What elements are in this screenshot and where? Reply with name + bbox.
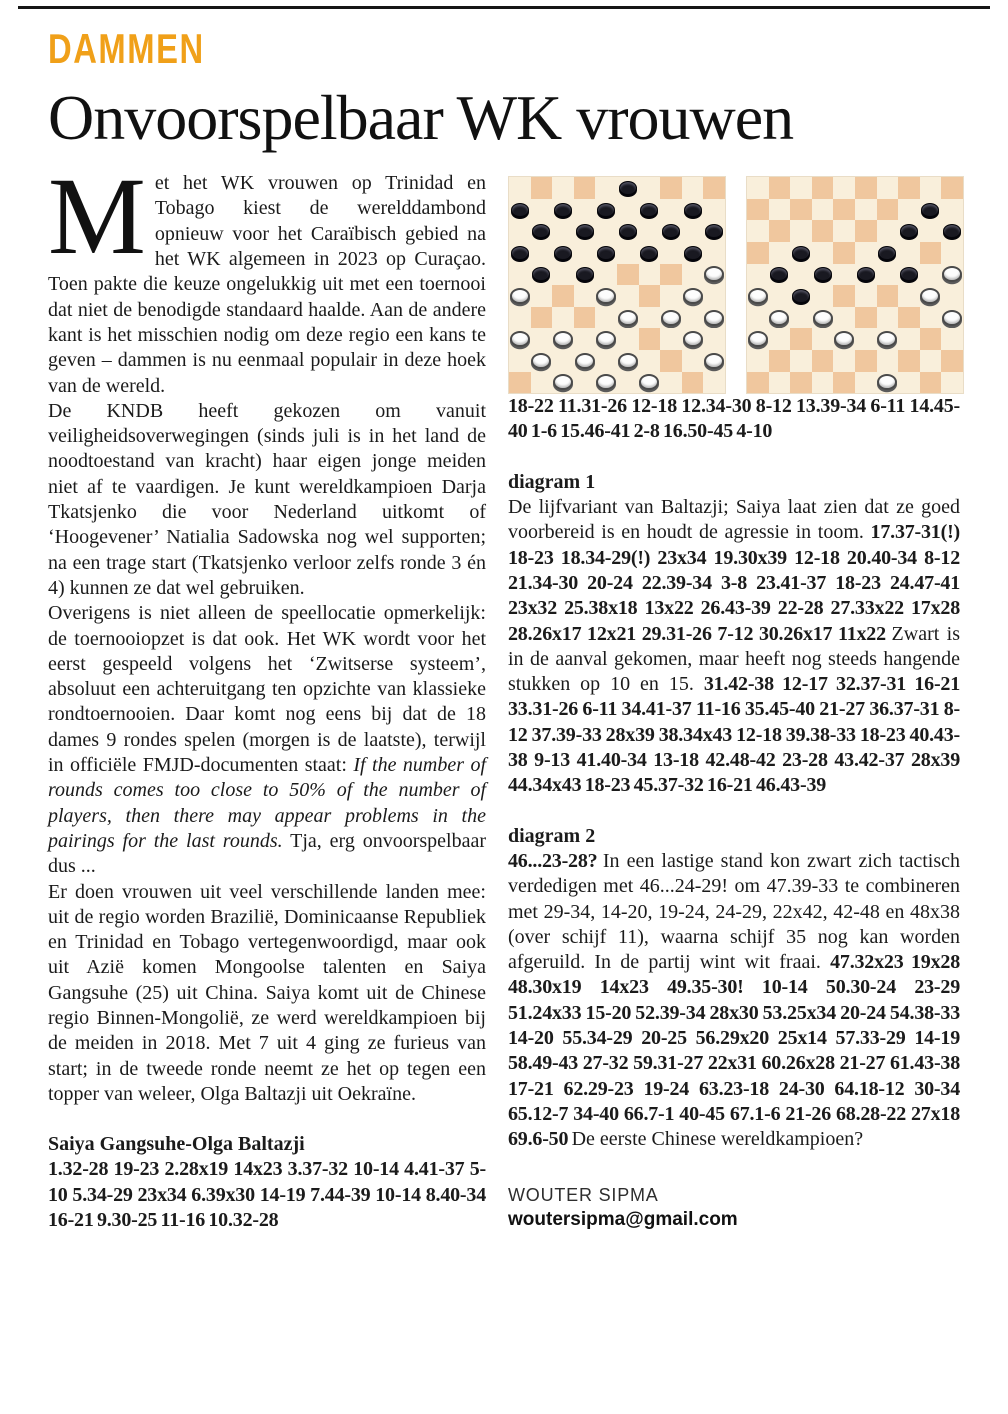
board-square-26: [747, 285, 769, 307]
black-man: [554, 203, 572, 217]
board-square-34: [898, 307, 920, 329]
black-man: [619, 181, 637, 195]
board-square-22: [812, 264, 834, 286]
section-heading: Saiya Gangsuhe-Olga Baltazji: [48, 1133, 305, 1156]
board-square: [769, 285, 791, 307]
board-square-9: [877, 199, 899, 221]
board-square: [703, 328, 725, 350]
white-man: [596, 288, 616, 304]
board-square: [682, 220, 704, 242]
board-square: [790, 264, 812, 286]
white-man: [877, 374, 897, 390]
board-square-4: [898, 177, 920, 199]
board-square: [855, 328, 877, 350]
board-square-43: [855, 350, 877, 372]
board-square: [682, 177, 704, 199]
board-square-2: [574, 177, 596, 199]
text-run: Zwart is in de aanval gekomen, maar heeft nog steeds hangende stukken op 10 en 15.: [508, 622, 960, 696]
board-square-36: [747, 328, 769, 350]
section-heading: diagram 1: [508, 470, 596, 493]
black-man: [662, 224, 680, 238]
board-square: [595, 220, 617, 242]
board-square-22: [574, 264, 596, 286]
board-square: [855, 199, 877, 221]
black-man: [900, 267, 918, 281]
white-man: [575, 353, 595, 369]
board-square-4: [660, 177, 682, 199]
black-man: [511, 246, 529, 260]
board-square: [898, 285, 920, 307]
board-square: [617, 199, 639, 221]
black-man: [619, 224, 637, 238]
white-man: [704, 266, 724, 282]
white-man: [618, 310, 638, 326]
board-square-5: [941, 177, 963, 199]
board-square: [812, 242, 834, 264]
board-square-39: [639, 328, 661, 350]
board-square-19: [877, 242, 899, 264]
board-square: [552, 220, 574, 242]
white-man: [639, 374, 659, 390]
board-square: [574, 285, 596, 307]
board-square: [790, 220, 812, 242]
text-run: De KNDB heeft gekozen om vanuit veiligheidsoverwegingen (sinds juli is in het land de noodtoestand van kracht) haar eigen jonge meiden niet af te vaardigen. Je kunt wereldkampioen Darja Tkatsjenko die voor Nederland uitkomt of ‘Hoogevener’ Natialia Sadowska nog wel supporten; na een trage start (Tkatsjenko verloor zelfs ronde 3 én 4) kunnen ze dat wel gebruiken.: [48, 399, 486, 599]
checkers-diagram-2: [746, 176, 964, 394]
board-square: [769, 372, 791, 394]
board-square-30: [920, 285, 942, 307]
board-square: [595, 264, 617, 286]
board-square: [595, 350, 617, 372]
black-man: [792, 289, 810, 303]
board-square: [682, 264, 704, 286]
text-run: De lijfvariant van Baltazji; Saiya laat zien dat ze goed voorbereid is en houdt de agressie in toom.: [508, 496, 960, 544]
board-square: [898, 372, 920, 394]
board-square-27: [790, 285, 812, 307]
board-square-17: [790, 242, 812, 264]
board-square-7: [552, 199, 574, 221]
board-square-17: [552, 242, 574, 264]
board-square-3: [855, 177, 877, 199]
board-square-47: [552, 372, 574, 394]
black-man: [576, 224, 594, 238]
board-square-31: [769, 307, 791, 329]
black-man: [878, 246, 896, 260]
board-square-14: [660, 220, 682, 242]
black-man: [684, 203, 702, 217]
board-square: [898, 242, 920, 264]
board-square-16: [509, 242, 531, 264]
text-run: Overigens is niet alleen de speellocatie opmerkelijk: de toernooiopzet is dat ook. Het WK wordt voor het eerst gespeeld volgens het ‘Zwitserse systeem’, absoluut een achteruitgang ten opzichte van klassieke rondtoernooien. Daar komt nog eens bij dat de 18 dames 9 rondes spelen (morgen is de laatste), terwijl in officiële FMJD-documenten staat:: [48, 602, 486, 777]
white-man: [553, 374, 573, 390]
text-run: Er doen vrouwen uit veel verschillende landen mee: uit de regio worden Brazilië, Dominicaanse Republiek en Trinidad en Tobago vertegenwoordigd, maar ook uit Azië komen Mongoolse talenten en Saiya Gangsuhe (25) uit China. Saiya komt uit de Chinese regio Binnen-Mongolië, ze werd wereldkampioen bij de meiden in 2018. Met 7 uit 4 ging ze furieus van start; in de tweede ronde neemt ze het op tegen een topper van weleer, Olga Baltazji uit Oekraïne.: [48, 880, 486, 1105]
board-square: [595, 177, 617, 199]
board-square: [747, 350, 769, 372]
white-man: [942, 266, 962, 282]
black-man: [770, 267, 788, 281]
board-square-3: [617, 177, 639, 199]
article-columns: [48, 155, 961, 1233]
board-square: [617, 328, 639, 350]
moves-paragraph: 18-22 11.31-26 12-18 12.34-30 8-12 13.39-34 6-11 14.45-40 1-6 15.46-41 2-8 16.50-45 4-10: [508, 395, 960, 443]
author-email[interactable]: woutersipma@gmail.com: [508, 1208, 738, 1230]
black-man: [814, 267, 832, 281]
board-square: [877, 307, 899, 329]
board-square: [747, 307, 769, 329]
board-square-42: [812, 350, 834, 372]
black-man: [684, 246, 702, 260]
board-square: [898, 199, 920, 221]
text-run: 17.37-31(!) 18-23 18.34-29(!) 23x34 19.30x39 12-18 20.40-34 8-12 21.34-30 20-24 22.39-34 3-8 23.41-37 18-23 24.47-41 23x32 25.38x18 13x22 26.43-39 22-28 27.33x22 17x28 28.26x17 12x21 29.31-26 7-12 30.26x17 11x22: [508, 521, 960, 645]
board-square-6: [747, 199, 769, 221]
board-square-21: [769, 264, 791, 286]
board-square: [639, 350, 661, 372]
board-square: [877, 350, 899, 372]
board-square: [509, 220, 531, 242]
black-man: [511, 203, 529, 217]
drop-cap: M: [48, 155, 146, 278]
board-square-28: [833, 285, 855, 307]
board-square-25: [703, 264, 725, 286]
board-square: [941, 328, 963, 350]
board-square: [703, 285, 725, 307]
board-square: [920, 220, 942, 242]
board-square: [790, 177, 812, 199]
board-square: [509, 177, 531, 199]
board-square-16: [747, 242, 769, 264]
text-run: If the number of rounds comes too close to 50% of the number of players, then there may appear problems in the pairings for the last rounds.: [48, 754, 487, 852]
board-square-24: [660, 264, 682, 286]
white-man: [748, 288, 768, 304]
white-man: [531, 353, 551, 369]
board-square-15: [703, 220, 725, 242]
board-square: [898, 328, 920, 350]
board-square: [790, 350, 812, 372]
board-square-30: [682, 285, 704, 307]
board-square: [833, 307, 855, 329]
masthead-rule: [18, 6, 990, 9]
board-square: [855, 242, 877, 264]
white-man: [596, 374, 616, 390]
black-man: [921, 203, 939, 217]
board-square: [703, 199, 725, 221]
board-square: [660, 285, 682, 307]
board-square-11: [531, 220, 553, 242]
board-square: [617, 285, 639, 307]
board-square-21: [531, 264, 553, 286]
board-square-49: [639, 372, 661, 394]
board-square-15: [941, 220, 963, 242]
board-square-35: [703, 307, 725, 329]
board-square: [574, 199, 596, 221]
black-man: [532, 224, 550, 238]
board-square: [552, 307, 574, 329]
black-man: [554, 246, 572, 260]
board-square-33: [617, 307, 639, 329]
black-man: [640, 246, 658, 260]
board-square-14: [898, 220, 920, 242]
body-paragraph: [48, 399, 486, 601]
board-square-18: [595, 242, 617, 264]
white-man: [813, 310, 833, 326]
board-square: [531, 242, 553, 264]
board-square-13: [855, 220, 877, 242]
board-square: [855, 285, 877, 307]
board-square-50: [682, 372, 704, 394]
board-square-38: [833, 328, 855, 350]
body-paragraph: [48, 155, 486, 399]
black-man: [532, 267, 550, 281]
board-square: [877, 177, 899, 199]
board-square: [509, 264, 531, 286]
board-square-48: [595, 372, 617, 394]
board-square-18: [833, 242, 855, 264]
board-square-44: [660, 350, 682, 372]
board-square: [639, 264, 661, 286]
board-square: [941, 372, 963, 394]
board-square-35: [941, 307, 963, 329]
black-man: [640, 203, 658, 217]
white-man: [769, 310, 789, 326]
black-man: [900, 224, 918, 238]
board-square: [920, 350, 942, 372]
board-square: [552, 177, 574, 199]
board-square-26: [509, 285, 531, 307]
board-square-31: [531, 307, 553, 329]
diagrams-row: [508, 176, 960, 394]
board-square-45: [703, 350, 725, 372]
board-square-19: [639, 242, 661, 264]
board-square: [877, 220, 899, 242]
board-square: [790, 307, 812, 329]
board-square: [531, 285, 553, 307]
black-man: [597, 246, 615, 260]
board-square: [639, 177, 661, 199]
board-square-49: [877, 372, 899, 394]
black-man: [576, 267, 594, 281]
board-square: [812, 199, 834, 221]
board-square-25: [941, 264, 963, 286]
board-square: [833, 264, 855, 286]
board-square: [552, 350, 574, 372]
article-title: Onvoorspelbaar WK vrouwen: [48, 82, 794, 153]
board-square: [531, 328, 553, 350]
board-square: [855, 372, 877, 394]
board-square-28: [595, 285, 617, 307]
right-column-text: [508, 394, 960, 1152]
board-square-42: [574, 350, 596, 372]
board-square-11: [769, 220, 791, 242]
board-square: [639, 307, 661, 329]
board-square: [660, 372, 682, 394]
board-square: [595, 307, 617, 329]
board-square: [769, 328, 791, 350]
board-square-2: [812, 177, 834, 199]
text-run: De eerste Chinese wereldkampioen?: [571, 1128, 864, 1151]
byline: [508, 1183, 960, 1233]
board-square: [574, 328, 596, 350]
board-square-12: [574, 220, 596, 242]
board-square: [833, 177, 855, 199]
board-square-41: [531, 350, 553, 372]
white-man: [683, 331, 703, 347]
board-square-34: [660, 307, 682, 329]
black-man: [792, 246, 810, 260]
black-man: [597, 203, 615, 217]
white-man: [683, 288, 703, 304]
white-man: [661, 310, 681, 326]
board-square-24: [898, 264, 920, 286]
moves-paragraph: 1.32-28 19-23 2.28x19 14x23 3.37-32 10-14 4.41-37 5-10 5.34-29 23x34 6.39x30 14-19 7.44-39 10-14 8.40-34 16-21 9.30-25 11-16 10.32-28: [48, 1158, 486, 1232]
board-square-5: [703, 177, 725, 199]
board-square: [920, 307, 942, 329]
board-square: [531, 372, 553, 394]
board-square-37: [552, 328, 574, 350]
board-square-8: [595, 199, 617, 221]
white-man: [596, 331, 616, 347]
board-square: [531, 199, 553, 221]
board-square-50: [920, 372, 942, 394]
board-square-33: [855, 307, 877, 329]
board-square: [941, 199, 963, 221]
board-square-29: [639, 285, 661, 307]
board-square-46: [747, 372, 769, 394]
board-square: [877, 264, 899, 286]
left-column: [48, 155, 487, 1233]
board-square-8: [833, 199, 855, 221]
board-square: [833, 220, 855, 242]
white-man: [748, 331, 768, 347]
board-square-32: [812, 307, 834, 329]
board-square-20: [682, 242, 704, 264]
author-name: WOUTER SIPMA: [508, 1184, 659, 1205]
board-square: [920, 177, 942, 199]
board-square-1: [531, 177, 553, 199]
white-man: [834, 331, 854, 347]
board-square-44: [898, 350, 920, 372]
board-square: [769, 242, 791, 264]
board-square: [660, 328, 682, 350]
kicker-row: [48, 25, 960, 72]
white-man: [704, 353, 724, 369]
board-square-37: [790, 328, 812, 350]
text-run: 31.42-38 12-17 32.37-31 16-21 33.31-26 6-11 34.41-37 11-16 35.45-40 21-27 36.37-31 8-12 37.39-33 28x39 38.34x43 12-18 39.38-33 18-23 40.43-38 9-13 41.40-34 13-18 42.48-42 23-28 43.42-37 28x39 44.34x43 18-23 45.37-32 16-21 46.43-39: [508, 673, 961, 797]
section-heading: diagram 2: [508, 824, 596, 847]
board-square: [941, 242, 963, 264]
body-paragraph: [48, 880, 486, 1108]
board-square: [509, 350, 531, 372]
board-square: [574, 242, 596, 264]
board-square: [682, 350, 704, 372]
board-square-1: [769, 177, 791, 199]
text-run: 46...23-28?: [508, 849, 603, 872]
board-square: [920, 264, 942, 286]
black-man: [857, 267, 875, 281]
white-man: [510, 288, 530, 304]
board-square-40: [682, 328, 704, 350]
board-square: [941, 285, 963, 307]
section-kicker: DAMMEN: [48, 25, 205, 72]
board-square-29: [877, 285, 899, 307]
board-square-46: [509, 372, 531, 394]
white-man: [704, 310, 724, 326]
board-square: [812, 372, 834, 394]
board-square-48: [833, 372, 855, 394]
text-run: 47.32x23 19x28 48.30x19 14x23 49.35-30! 10-14 50.30-24 23-29 51.24x33 15-20 52.39-34 28x30 53.25x34 20-24 54.38-33 14-20 55.34-29 20-25 56.29x20 25x14 57.33-29 14-19 58.49-43 27-32 59.31-27 22x31 60.26x28 21-27 61.43-38 17-21 62.29-23 19-24 63.23-18 24-30 64.18-12 30-34 65.12-7 34-40 66.7-1 40-45 67.1-6 21-26 68.28-22 27x18 69.6-50: [508, 951, 960, 1151]
board-square-27: [552, 285, 574, 307]
board-square-47: [790, 372, 812, 394]
board-square: [660, 242, 682, 264]
board-square-23: [855, 264, 877, 286]
right-column: [508, 171, 960, 1233]
board-square-39: [877, 328, 899, 350]
board-square-7: [790, 199, 812, 221]
black-man: [705, 224, 723, 238]
board-square: [617, 242, 639, 264]
board-square-32: [574, 307, 596, 329]
board-square: [574, 372, 596, 394]
board-square-41: [769, 350, 791, 372]
text-run: In een lastige stand kon zwart zich tactisch verdedigen met 46...24-29! om 47.39-33 te combineren met 29-34, 14-20, 19-24, 24-29, 22x42, 42-48 en 48x38 (over schijf 11), waarna schijf 35 nog kan worden afgeruild. In de partij wint wit fraai.: [508, 849, 960, 974]
board-square: [703, 372, 725, 394]
board-square: [833, 350, 855, 372]
board-square-45: [941, 350, 963, 372]
board-square: [639, 220, 661, 242]
board-square: [747, 264, 769, 286]
board-square-13: [617, 220, 639, 242]
body-paragraph: [48, 601, 486, 879]
board-square: [812, 328, 834, 350]
board-square: [509, 307, 531, 329]
white-man: [618, 353, 638, 369]
board-square-23: [617, 264, 639, 286]
board-square-12: [812, 220, 834, 242]
board-square: [617, 372, 639, 394]
board-square-38: [595, 328, 617, 350]
body-paragraph: [508, 849, 960, 1153]
board-square-9: [639, 199, 661, 221]
white-man: [920, 288, 940, 304]
board-square: [812, 285, 834, 307]
board-square-36: [509, 328, 531, 350]
board-square: [682, 307, 704, 329]
board-square: [660, 199, 682, 221]
white-man: [942, 310, 962, 326]
text-run: et het WK vrouwen op Trinidad en Tobago kiest de werelddambond opnieuw voor het Caraïbisch gebied na het WK algemeen in 2023 op Curaçao. Toen pakte die keuze ongelukkig uit met een toernooi dat niet de benodigde standaard haalde. Aan de andere kant is het misschien nodig om deze regio een kans te geven – dammen is nu eenmaal populair in deze hoek van de wereld.: [48, 172, 486, 397]
board-square: [552, 264, 574, 286]
board-square: [769, 199, 791, 221]
checkers-diagram-1: [508, 176, 726, 394]
white-man: [510, 331, 530, 347]
board-square: [747, 220, 769, 242]
board-square-10: [682, 199, 704, 221]
article: [48, 25, 961, 1233]
board-square-40: [920, 328, 942, 350]
board-square-43: [617, 350, 639, 372]
white-man: [877, 331, 897, 347]
black-man: [943, 224, 961, 238]
board-square-20: [920, 242, 942, 264]
board-square: [747, 177, 769, 199]
board-square: [703, 242, 725, 264]
text-run: Tja, erg onvoorspelbaar dus ...: [48, 829, 486, 878]
body-paragraph: [508, 495, 960, 799]
white-man: [553, 331, 573, 347]
board-square-10: [920, 199, 942, 221]
board-square-6: [509, 199, 531, 221]
